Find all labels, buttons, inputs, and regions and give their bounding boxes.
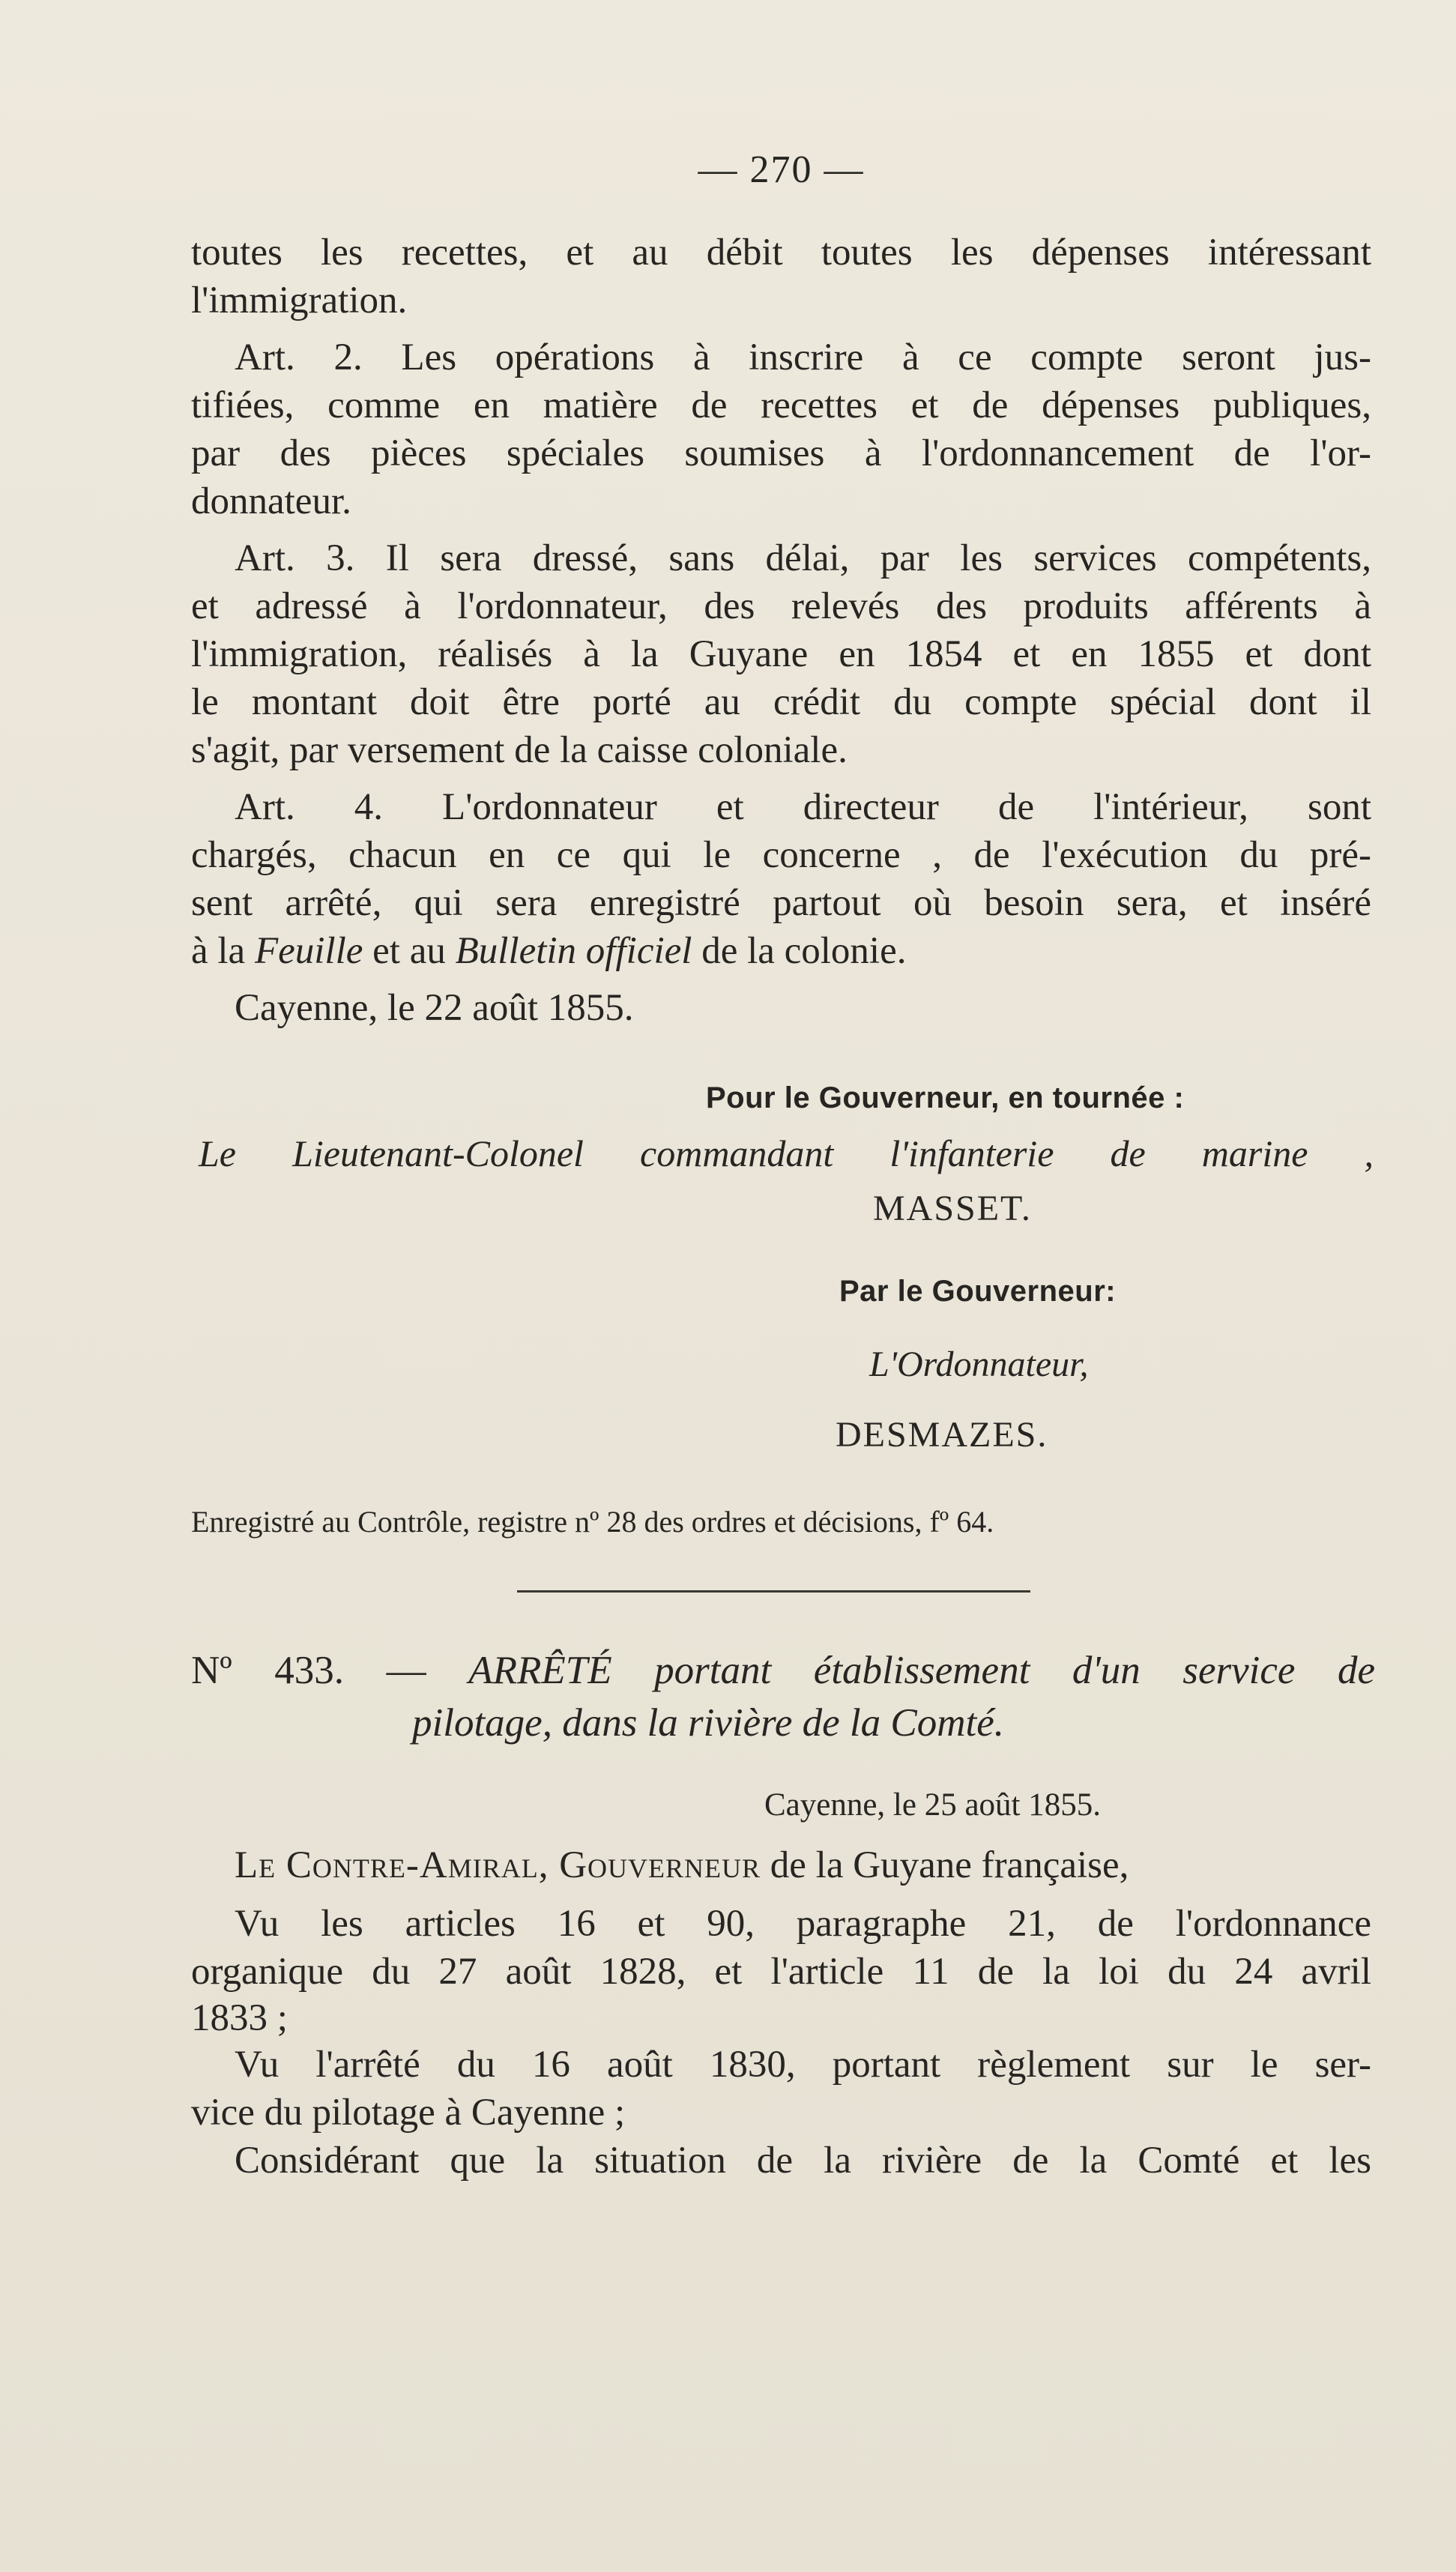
- text-line: le montant doit être porté au crédit du compte spécial dont il: [191, 681, 1371, 723]
- decree-title: ARRÊTÉ portant établissement d'un service de: [468, 1649, 1375, 1692]
- text-line: Vu les articles 16 et 90, paragraphe 21, de l'ordonnance: [235, 1903, 1371, 1945]
- decree-date: Cayenne, le 25 août 1855.: [764, 1787, 1102, 1823]
- signature-name: DESMAZES.: [836, 1415, 1048, 1455]
- text-line: à la Feuille et au Bulletin officiel de la colonie.: [191, 930, 907, 972]
- text-line: et adressé à l'ordonnateur, des relevés des produits afférents à: [191, 585, 1371, 627]
- text-line: organique du 27 août 1828, et l'article 11 de la loi du 24 avril: [191, 1951, 1371, 1993]
- text-line: par des pièces spéciales soumises à l'ordonnancement de l'or-: [191, 432, 1371, 474]
- decree-title: pilotage, dans la rivière de la Comté.: [412, 1701, 1004, 1745]
- signature-intro: Pour le Gouverneur, en tournée :: [706, 1081, 1185, 1114]
- article-4-line: Art. 4. L'ordonnateur et directeur de l'intérieur, sont: [235, 786, 1371, 828]
- signature-name: MASSET.: [873, 1189, 1032, 1228]
- registration-note: Enregistré au Contrôle, registre nº 28 des ordres et décisions, fº 64.: [191, 1505, 994, 1539]
- text-line: tifiées, comme en matière de recettes et de dépenses publiques,: [191, 384, 1371, 426]
- text-line: sent arrêté, qui sera enregistré partout où besoin sera, et inséré: [191, 882, 1371, 924]
- bulletin-title: Bulletin officiel: [455, 930, 692, 972]
- article-2-line: Art. 2. Les opérations à inscrire à ce compte seront jus-: [235, 336, 1371, 378]
- signature-intro: Par le Gouverneur:: [839, 1275, 1117, 1308]
- text-line: chargés, chacun en ce qui le concerne , de l'exécution du pré-: [191, 834, 1371, 876]
- decree-preamble: Le Contre-Amiral, Gouverneur de la Guyane française,: [235, 1844, 1129, 1886]
- signature-title: Le Lieutenant-Colonel commandant l'infanterie de marine ,: [199, 1132, 1374, 1174]
- text-line: Vu l'arrêté du 16 août 1830, portant règlement sur le ser-: [235, 2044, 1371, 2086]
- text-line: l'immigration, réalisés à la Guyane en 1854 et en 1855 et dont: [191, 633, 1371, 675]
- decree-number: Nº 433. —: [191, 1649, 469, 1692]
- decree-heading: [191, 1647, 1375, 1694]
- feuille-title: Feuille: [254, 930, 363, 972]
- text-line: vice du pilotage à Cayenne ;: [191, 2092, 626, 2134]
- text-line: Considérant que la situation de la rivière de la Comté et les: [235, 2140, 1371, 2182]
- text-line: l'immigration.: [191, 280, 408, 322]
- text-line: toutes les recettes, et au débit toutes les dépenses intéressant: [191, 232, 1371, 274]
- article-3-line: Art. 3. Il sera dressé, sans délai, par les services compétents,: [235, 537, 1371, 579]
- signature-title: L'Ordonnateur,: [869, 1344, 1089, 1384]
- text-line: s'agit, par versement de la caisse coloniale.: [191, 729, 848, 771]
- section-divider: [517, 1590, 1030, 1593]
- text-line: donnateur.: [191, 480, 351, 522]
- text-line: 1833 ;: [191, 1997, 288, 2039]
- date-line: Cayenne, le 22 août 1855.: [235, 987, 634, 1029]
- page-number: — 270 —: [698, 148, 865, 191]
